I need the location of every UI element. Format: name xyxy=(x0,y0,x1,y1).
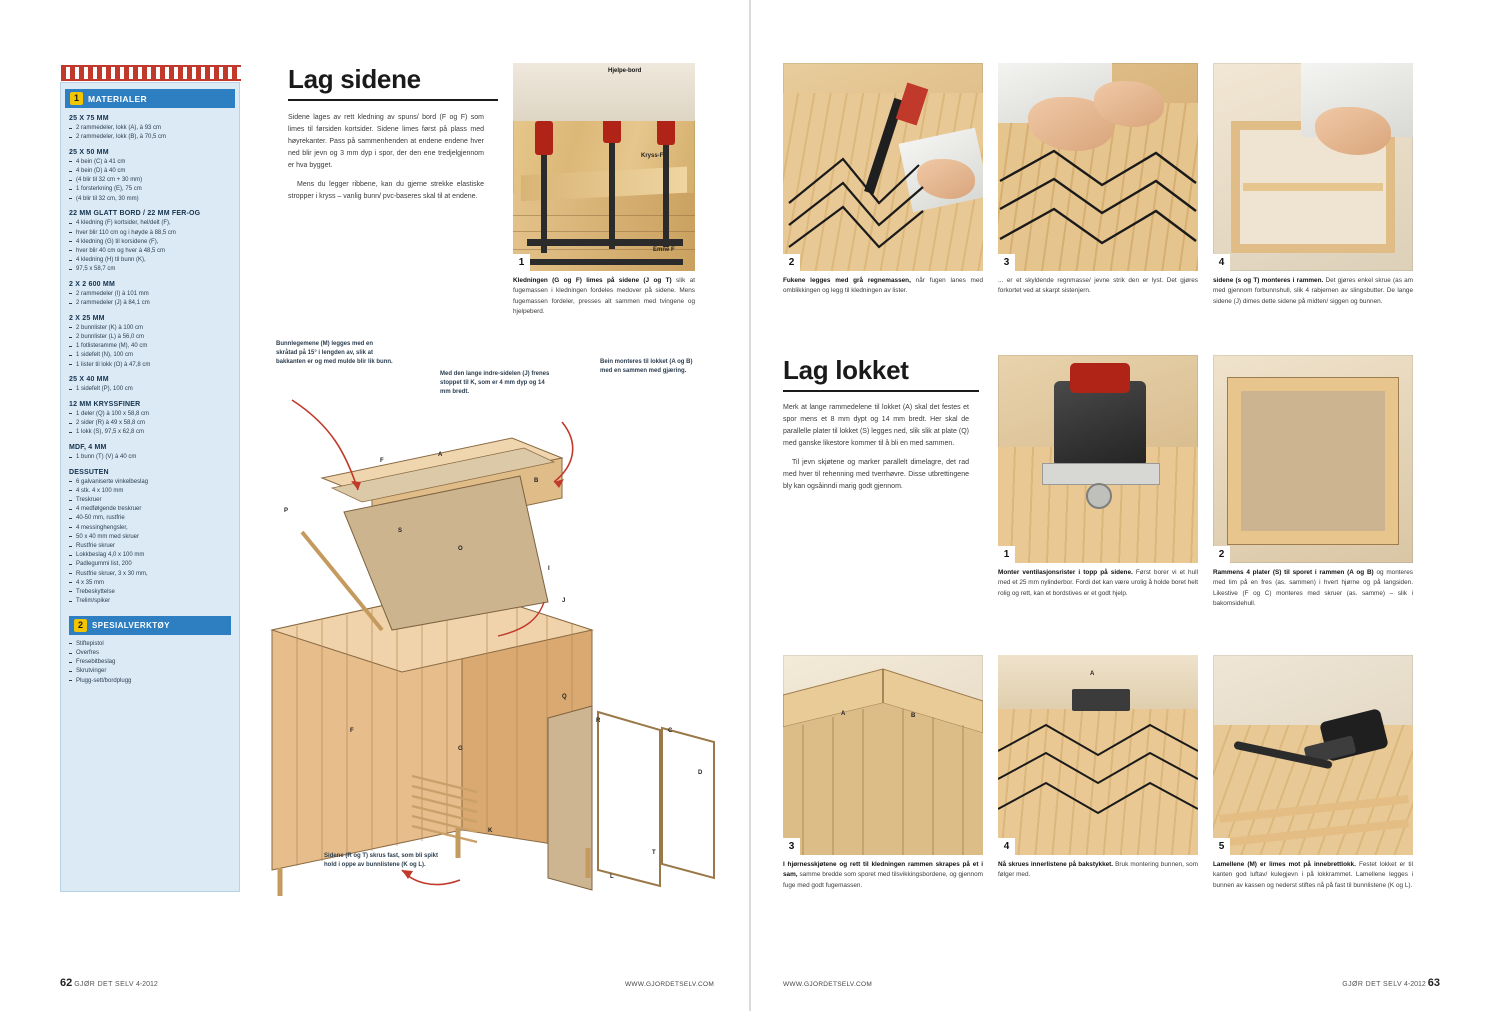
caption-lead: Lamellene (M) er limes mot på innebrettlokk. xyxy=(1213,861,1356,868)
list-item: 4 stk. 4 x 100 mm xyxy=(69,487,231,496)
photo-step-1 xyxy=(513,63,695,271)
list-item: 2 bunnlister (L) à 56,0 cm xyxy=(69,333,231,342)
photo-label-emne-f: Emne F xyxy=(653,247,675,253)
part-label: K xyxy=(488,828,493,834)
list-item: 4 messinghengsler, xyxy=(69,524,231,533)
caption-body: slik at fugemassen i kledningen fordeles medover på sidene. Mens fugemassen fordeler, presses alt sammen med tvingene og hjelpeberd. xyxy=(513,277,695,316)
caption-body: Først borer vi et hull med et 25 mm nylinderbor. Fordi det kan være urolig å holde boret helt rolig og rett, kan et bordstives er et godt hjelp. xyxy=(998,569,1198,597)
exploded-illustration xyxy=(262,330,732,900)
caption-lid-step-4 xyxy=(998,860,1198,881)
group-title: 2 X 25 MM xyxy=(69,314,105,322)
page-gutter xyxy=(749,0,751,1011)
magazine-name: GJØR DET SELV xyxy=(74,981,134,988)
list-item: 2 sider (R) à 49 x 58,8 cm xyxy=(69,419,231,428)
group-title: MDF, 4 MM xyxy=(69,444,107,451)
materials-badge: 1 xyxy=(70,92,83,105)
annotation-lid-miter: Bein monteres til lokket (A og B) med en sammen med gjæring. xyxy=(600,359,693,374)
annotation-bottom-slats: Bunnlegemene (M) legges med en skråtad på 15° i lengden av, slik at bakkanten er og med mulde blir lik bunn. xyxy=(276,341,393,365)
part-label: S xyxy=(398,528,403,534)
tools-badge: 2 xyxy=(74,619,87,632)
caption-lead: I hjørnesskjøtene og rett til kledningen rammen skrapes på et i sam, xyxy=(783,861,983,879)
list-item: 1 lister til lokk (O) à 47,8 cm xyxy=(69,361,231,370)
list-item: Plugg-sett/bordplugg xyxy=(69,677,231,686)
list-item: 2 rammedeler (J) à 84,1 cm xyxy=(69,299,231,308)
list-item: Treskruer xyxy=(69,496,231,505)
tools-title: SPESIALVERKTØY xyxy=(92,620,170,630)
photo-step-2 xyxy=(783,63,983,271)
list-item: 97,5 x 58,7 cm xyxy=(69,265,231,274)
list-item: 4 x 35 mm xyxy=(69,579,231,588)
list-item: hver blir 110 cm og i høyde à 88,5 cm xyxy=(69,229,231,238)
list-item: 4 kledning (G) til korsidene (F), xyxy=(69,238,231,247)
materials-group xyxy=(69,210,231,274)
materials-group xyxy=(69,315,231,369)
caption-body: når fugen lanes med omblikkingen og legg til kledningen av lister. xyxy=(783,277,983,295)
photo-step-4 xyxy=(1213,63,1413,271)
list-item: (4 blir til 32 cm, 30 mm) xyxy=(69,195,231,204)
list-item: Overfres xyxy=(69,649,231,658)
step-number: 2 xyxy=(1213,546,1230,563)
photo-step-3 xyxy=(998,63,1198,271)
annotation-sides-screwed: Sidene (R og T) skrus fast, som bli spikt hold i oppe av bunnlistene (K og L). xyxy=(324,853,439,868)
photo-lid-step-5 xyxy=(1213,655,1413,855)
issue-number: 4-2012 xyxy=(1404,981,1426,988)
page-title: Lag sidene xyxy=(288,64,421,94)
part-label: T xyxy=(652,850,656,856)
list-item: 1 deler (Q) à 100 x 58,8 cm xyxy=(69,410,231,419)
list-item: 50 x 40 mm med skruer xyxy=(69,533,231,542)
materials-sidebar xyxy=(60,82,240,892)
caption-body: Det gjøres enkel skrue (as am med gjennom forbunnshull, slik 4 rabjernen av slingsbutter. De lange sidene (J) dimes dette sidene på midten/ siggen og bunnen. xyxy=(1213,277,1413,305)
caption-body: Festet lokket er til kanten god luftav/ kulegjevn i på lokkrammet. Lamellene legges i bunnen av kassen og nederst stiftes nå på fast til bunnlistene (K og L). xyxy=(1213,861,1413,889)
materials-group xyxy=(69,444,231,462)
tools-header xyxy=(69,616,231,635)
materials-group xyxy=(69,115,231,142)
magazine-name: GJØR DET SELV xyxy=(1342,981,1403,988)
list-item: (4 blir til 32 cm + 30 mm) xyxy=(69,176,231,185)
list-item: Skrutvinger xyxy=(69,667,231,676)
step-number: 4 xyxy=(1213,254,1230,271)
caption-step-1 xyxy=(513,276,695,318)
caption-body: og monteres med lim på en fres (as. sammen) i hvert hjørne og på langsiden. Likestive (F og C) monteres med skruer (as. samme) – slik i bakomsidehull. xyxy=(1213,569,1413,608)
right-page xyxy=(750,0,1500,1011)
folio-right xyxy=(1342,977,1440,989)
materials-header xyxy=(65,89,235,108)
list-item: Trebeskyttelse xyxy=(69,588,231,597)
part-label: B xyxy=(534,478,539,484)
paragraph: Mens du legger ribbene, kan du gjerne strekke elastiske stropper i kryss – vanlig bunn/ pvc-baseres skal til at endene. xyxy=(288,181,484,201)
list-item: Stiftepistol xyxy=(69,640,231,649)
list-item: Rustfrie skruer, 3 x 30 mm, xyxy=(69,570,231,579)
materials-group xyxy=(69,401,231,437)
intro-text xyxy=(288,112,484,210)
caption-step-4 xyxy=(1213,276,1413,307)
step-number: 5 xyxy=(1213,838,1230,855)
list-item: Fresebitbeslag xyxy=(69,658,231,667)
photo-lid-step-2 xyxy=(1213,355,1413,563)
paragraph: Merk at lange rammedelene til lokket (A) skal det festes et spor mens et 8 mm dypt og 14 mm bredt. Her skal de parallelle plater til lokket (S) legges ned, slik slik at plate (Q) med ganske likestore kommer til å bli en med sammen. xyxy=(783,404,969,448)
materials-body xyxy=(61,115,239,692)
materials-title: MATERIALER xyxy=(88,93,148,104)
caption-lid-step-2 xyxy=(1213,568,1413,610)
paragraph: Sidene lages av rett kledning av spuns/ bord (F og F) som limes til førsiden kortsider. Sidene limes først på plass med høyrekanter. Pass på sammenhenden at endene endene hver ned blir jevn og 3 mm dyp i spor, der den ene tredjelgjennom er hva bygget. xyxy=(288,114,484,170)
issue-number: 4-2012 xyxy=(135,981,158,988)
part-label: Q xyxy=(562,694,567,700)
caption-body: ... er et skyldende regnmasse/ jevne strik den er lyst. Det gjøres forkortet ved at skarpt sistenjern. xyxy=(998,277,1198,295)
caption-lead: sidene (s og T) monteres i rammen. xyxy=(1213,277,1324,284)
list-item: Padlegummi list, 200 xyxy=(69,560,231,569)
list-item: 2 rammedeler (I) à 101 mm xyxy=(69,290,231,299)
photo-lid-step-1 xyxy=(998,355,1198,563)
part-label: R xyxy=(596,718,601,724)
group-title: DESSUTEN xyxy=(69,468,109,476)
step-number: 1 xyxy=(998,546,1015,563)
title-rule xyxy=(783,390,979,392)
folio-left xyxy=(60,977,158,989)
title-rule xyxy=(288,99,498,101)
part-label: P xyxy=(284,508,289,514)
caption-body: Bruk montering bunnen, som følger med. xyxy=(998,861,1198,879)
list-item: 2 rammedeler, lokk (B), à 70,5 cm xyxy=(69,133,231,142)
part-label: C xyxy=(668,728,673,734)
caption-lid-step-5 xyxy=(1213,860,1413,891)
materials-group xyxy=(69,376,231,394)
list-item: 40-50 mm, rustfrie xyxy=(69,514,231,523)
section-heading-block xyxy=(288,64,498,101)
photo-label-helper-board: Hjelpe-bord xyxy=(608,68,642,74)
list-item: hver blir 40 cm og hver à 48,5 cm xyxy=(69,247,231,256)
list-item: 4 bein (D) à 40 cm xyxy=(69,167,231,176)
part-label: J xyxy=(562,598,566,604)
caption-step-3 xyxy=(998,276,1198,297)
caption-lid-step-3 xyxy=(783,860,983,891)
materials-group xyxy=(69,149,231,203)
list-item: 1 fotlisteramme (M), 40 cm xyxy=(69,342,231,351)
list-item: 4 kledning (H) til bunn (K), xyxy=(69,256,231,265)
url-right: WWW.GJORDETSELV.COM xyxy=(783,981,873,988)
step-number: 2 xyxy=(783,254,800,271)
part-label: I xyxy=(548,566,550,572)
page-number: 63 xyxy=(1427,977,1440,989)
step-number: 3 xyxy=(783,838,800,855)
caption-lead: Nå skrues innerlistene på bakstykket. xyxy=(998,861,1114,868)
group-title: 25 X 40 MM xyxy=(69,376,109,384)
list-item: 4 kledning (F) kortsider, hel/delt (F), xyxy=(69,219,231,228)
materials-group xyxy=(69,469,231,606)
part-label: G xyxy=(458,746,463,752)
page-number: 62 xyxy=(60,977,73,989)
group-title: 22 MM GLATT BORD / 22 MM FER-OG xyxy=(69,210,201,218)
section2-title: Lag lokket xyxy=(783,355,909,385)
list-item: 1 sidefelt (N), 100 cm xyxy=(69,351,231,360)
list-item: 4 bein (C) à 41 cm xyxy=(69,158,231,167)
step-number: 1 xyxy=(513,254,530,271)
group-title: 12 MM KRYSSFINER xyxy=(69,400,141,408)
list-item: 2 rammedeler, lokk (A), à 93 cm xyxy=(69,124,231,133)
part-label: L xyxy=(610,874,614,880)
comb-binding-decoration xyxy=(61,65,241,81)
section2-heading-block xyxy=(783,355,979,392)
part-label: F xyxy=(350,728,354,734)
materials-group xyxy=(69,281,231,308)
list-item: 1 bunn (T) (V) à 40 cm xyxy=(69,453,231,462)
caption-lid-step-1 xyxy=(998,568,1198,599)
list-item: 1 lokk (S), 97,5 x 62,8 cm xyxy=(69,428,231,437)
photo-label-cross-f: Kryss-F xyxy=(641,153,664,159)
url-left: WWW.GJORDETSELV.COM xyxy=(625,981,715,988)
photo-lid-step-3: A B 3 xyxy=(783,655,983,855)
part-label: F xyxy=(380,458,384,464)
caption-body: samme bredde som sporet med tilsvikkingsbordene, og gjennom fuge med godt fugemassen. xyxy=(783,871,983,889)
list-item: 1 sidefelt (P), 100 cm xyxy=(69,385,231,394)
annotation-groove: Med den lange indre-sidelen (J) frenes stoppet til K, som er 4 mm dyp og 14 mm bredt. xyxy=(440,371,550,395)
caption-lead: Kledningen (G og F) limes på sidene (J og T) xyxy=(513,277,672,284)
list-item: Rustfrie skruer xyxy=(69,542,231,551)
caption-lead: Fukene legges med grå regnemassen, xyxy=(783,277,911,284)
group-title: 25 X 75 MM xyxy=(69,115,109,122)
step-number: 3 xyxy=(998,254,1015,271)
list-item: 1 forsterkning (E), 75 cm xyxy=(69,185,231,194)
caption-step-2 xyxy=(783,276,983,297)
caption-lead: Rammens 4 plater (S) til sporet i rammen (A og B) xyxy=(1213,569,1374,576)
list-item: Trelim/spiker xyxy=(69,597,231,606)
step-number: 4 xyxy=(998,838,1015,855)
group-title: 25 X 50 MM xyxy=(69,148,109,156)
section2-text xyxy=(783,402,969,500)
part-label: O xyxy=(458,546,463,552)
list-item: 2 bunnlister (K) à 100 cm xyxy=(69,324,231,333)
part-label: D xyxy=(698,770,703,776)
list-item: 4 medfølgende treskruer xyxy=(69,505,231,514)
caption-lead: Monter ventilasjonsrister i topp på sidene. xyxy=(998,569,1133,576)
list-item: Lokkbeslag 4,0 x 100 mm xyxy=(69,551,231,560)
group-title: 2 X 2 600 MM xyxy=(69,280,115,288)
illustration-svg xyxy=(262,330,732,900)
photo-lid-step-4: A 4 xyxy=(998,655,1198,855)
paragraph: Til jevn skjøtene og marker parallelt dimelagre, det rad med hver til rehenning med tverrhøvre. Disse utbrettingene bly kan ogsåinndi marig godt gjennom. xyxy=(783,459,969,491)
list-item: 6 galvaniserte vinkelbeslag xyxy=(69,478,231,487)
part-label: A xyxy=(438,452,443,458)
